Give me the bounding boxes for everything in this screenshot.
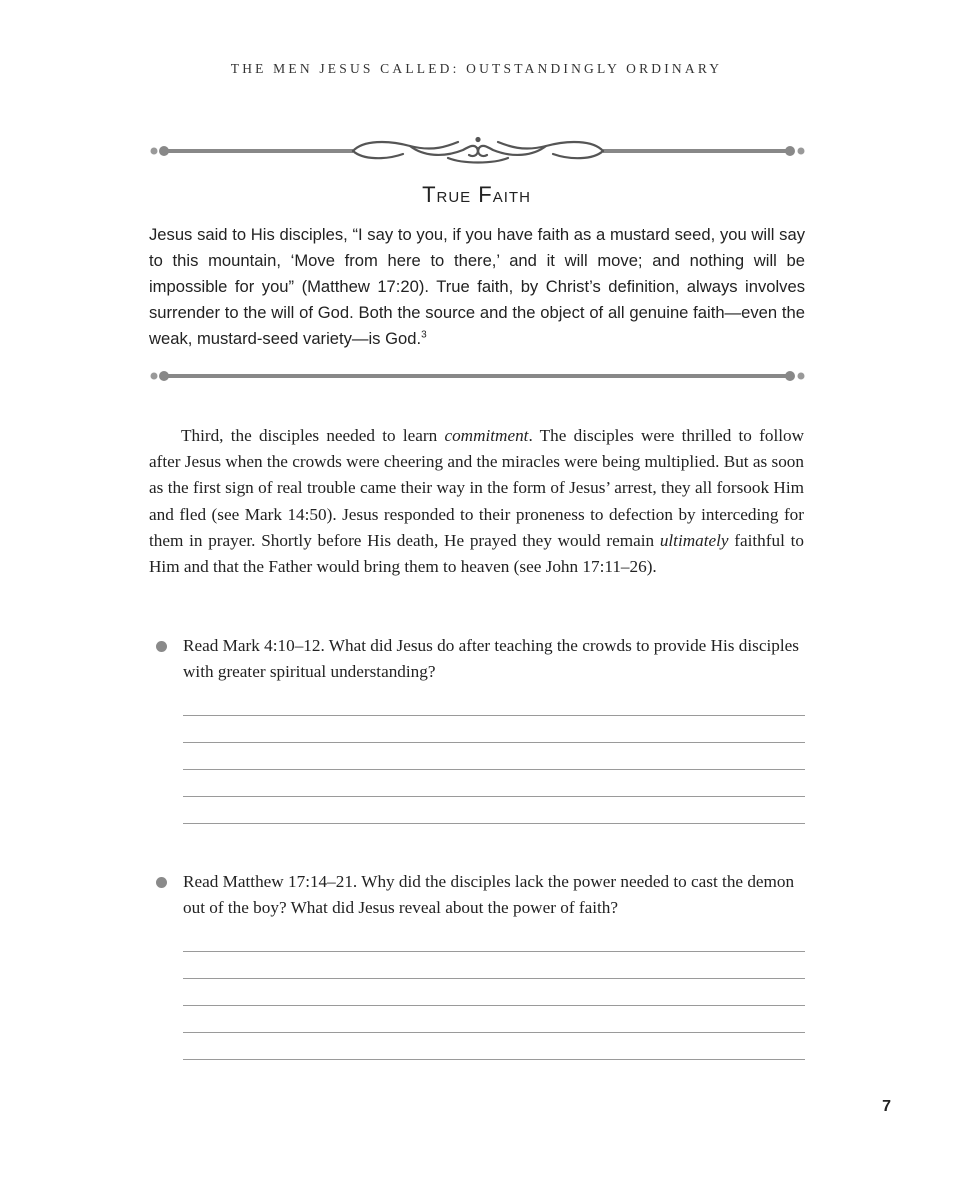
running-head: THE MEN JESUS CALLED: OUTSTANDINGLY ORDINARY: [230, 61, 723, 76]
question-text: Read Matthew 17:14–21. Why did the disciples lack the power needed to cast the demon out of the boy? What did Jesus reveal about the power of faith?: [183, 872, 795, 917]
sidebar-title: True Faith: [422, 182, 531, 207]
divider-bottom: [148, 361, 808, 391]
body-paragraph: [149, 423, 804, 580]
footnote-ref: 3: [421, 329, 427, 341]
emphasis-commitment: commitment: [444, 426, 529, 445]
answer-line[interactable]: [183, 952, 805, 979]
sidebar-text-body: Jesus said to His disciples, “I say to you, if you have faith as a mustard seed, you will say to this mountain, ‘Move from here to there,’ and it will move; and nothing will be impossible for you” (Matthew 17:20). True faith, by Christ’s definition, always involves surrender to the will of God. Both the source and the object of all genuine faith—even the weak, mustard-seed variety—is God.: [149, 225, 805, 348]
answer-line[interactable]: [183, 979, 805, 1006]
bullet-icon: [156, 877, 167, 888]
question-text: Read Mark 4:10–12. What did Jesus do after teaching the crowds to provide His disciples with greater spiritual understanding?: [183, 636, 799, 681]
answer-line[interactable]: [183, 925, 805, 952]
body-middle: . The disciples were thrilled to follow after Jesus when the crowds were cheering and the miracles were being multiplied. But as soon as the first sign of real trouble came their way in the form of Jesus’ arrest, they all forsook Him and fled (see Mark 14:50). Jesus responded to their proneness to defection by interceding for them in prayer. Shortly before His death, He prayed they would remain: [149, 426, 804, 550]
body-intro: Third, the disciples needed to learn: [181, 426, 445, 445]
answer-line[interactable]: [183, 743, 805, 770]
page-number: 7: [882, 1098, 891, 1115]
answer-line[interactable]: [183, 689, 805, 716]
question-2: [149, 869, 805, 1060]
ornamental-divider-top: [148, 136, 808, 166]
answer-line[interactable]: [183, 1006, 805, 1033]
body-end: faithful to Him and that the Father would bring them to heaven (see John 17:11–26).: [149, 530, 804, 577]
answer-line[interactable]: [183, 716, 805, 743]
question-1: [149, 633, 805, 824]
answer-line[interactable]: [183, 797, 805, 824]
answer-line[interactable]: [183, 770, 805, 797]
bullet-icon: [156, 641, 167, 652]
answer-line[interactable]: [183, 1033, 805, 1060]
emphasis-ultimately: ultimately: [659, 530, 729, 550]
sidebar-text: [149, 222, 805, 352]
